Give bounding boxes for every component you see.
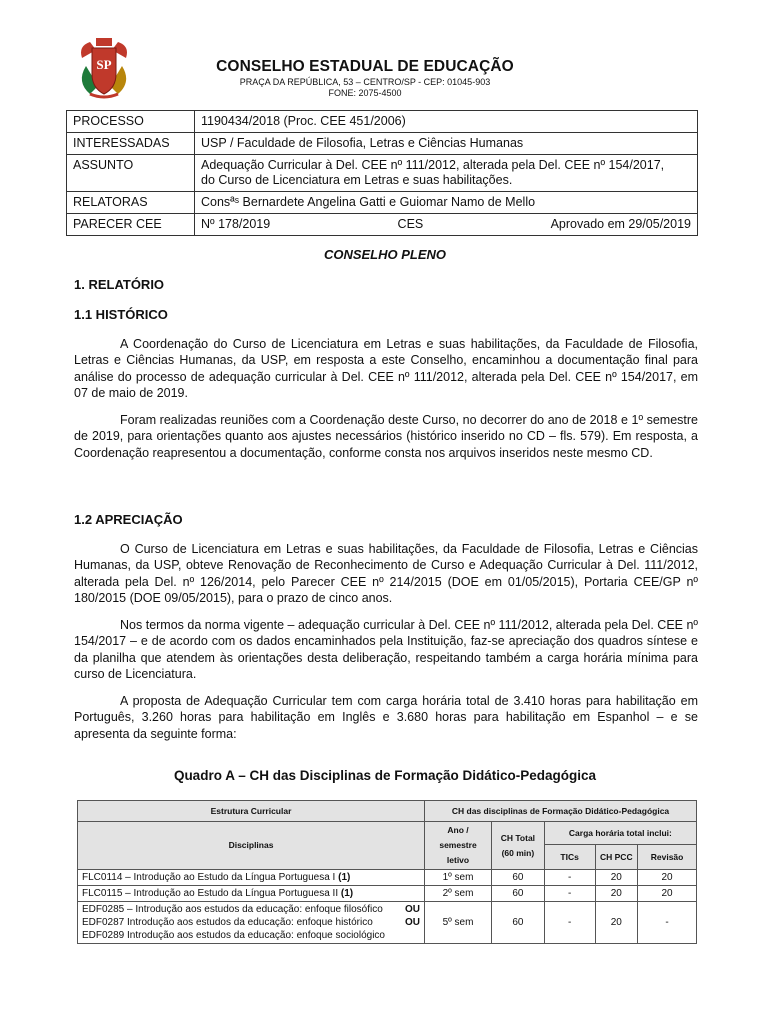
table-row [67, 133, 698, 155]
ch-cell: 60 [492, 902, 545, 944]
pcc-cell: 20 [595, 886, 638, 902]
relatoras-value: Consªˢ Bernardete Angelina Gatti e Guiomar Namo de Mello [195, 192, 698, 214]
relatoras-label: RELATORAS [67, 192, 195, 214]
revisao-cell: - [638, 902, 697, 944]
ch-cell: 60 [492, 886, 545, 902]
ano-cell: 2º sem [425, 886, 492, 902]
assunto-line-1: Adequação Curricular à Del. CEE nº 111/2012, alterada pela Del. CEE nº 154/2017, [201, 158, 665, 172]
pcc-cell: 20 [595, 902, 638, 944]
header-ch-total: CH Total (60 min) [492, 822, 545, 870]
paragraph-3: O Curso de Licenciatura em Letras e suas habilitações, da Faculdade de Filosofia, Letras e Ciências Humanas, da USP, obteve Renovação de Reconhecimento de Curso e Adequação Curricular à Del. 111/2012, alterada pela Del. nº 126/2014, pelo Parecer CEE nº 214/2015 (DOE em 01/05/2015), Portaria CEE/GP nº 180/2015 (DOE 09/05/2015), para o prazo de cinco anos. [74, 542, 698, 606]
parecer-label: PARECER CEE [67, 214, 195, 236]
pcc-cell: 20 [595, 870, 638, 886]
parecer-number: Nº 178/2019 [201, 217, 271, 231]
quadro-a-title: Quadro A – CH das Disciplinas de Formação Didático-Pedagógica [173, 768, 597, 783]
disciplina-cell: EDF0285 – Introdução aos estudos da educação: enfoque filosófico OU EDF0287 Introdução aos estudos da educação: enfoque histórico OU EDF0289 Introdução aos estudos da educação: enfoque sociológico [78, 902, 425, 944]
assunto-value [195, 155, 698, 192]
table-row [67, 111, 698, 133]
revisao-cell: 20 [638, 870, 697, 886]
disciplina-cell: FLC0115 – Introdução ao Estudo da Língua Portuguesa II (1) [78, 886, 425, 902]
section-relatorio: 1. RELATÓRIO [74, 277, 165, 292]
header-ch-disciplinas: CH das disciplinas de Formação Didático-Pedagógica [425, 801, 697, 822]
header-estrutura: Estrutura Curricular [78, 801, 425, 822]
header-disciplinas: Disciplinas [78, 822, 425, 870]
council-phone: FONE: 2075-4500 [328, 88, 402, 98]
state-coat-of-arms-logo [76, 36, 132, 102]
interessadas-value: USP / Faculdade de Filosofia, Letras e Ciências Humanas [195, 133, 698, 155]
tics-cell: - [544, 902, 595, 944]
paragraph-4: Nos termos da norma vigente – adequação curricular à Del. CEE nº 111/2012, alterada pela Del. CEE nº 154/2017 – e de acordo com os dados encaminhados pela Instituição, faz-se apreciação dos quadros síntese e da planilha que atendem às orientações desta deliberação, respeitando também a carga horária mínima para curso de Licenciatura. [74, 618, 698, 682]
council-address: PRAÇA DA REPÚBLICA, 53 – CENTRO/SP - CEP: 01045-903 [239, 77, 491, 87]
table-row [67, 192, 698, 214]
process-info-table [66, 110, 698, 236]
header-ano-semestre: Ano / semestre letivo [425, 822, 492, 870]
ano-cell: 1º sem [425, 870, 492, 886]
table-row [67, 214, 698, 236]
section-apreciacao: 1.2 APRECIAÇÃO [74, 512, 183, 527]
council-title: CONSELHO ESTADUAL DE EDUCAÇÃO [216, 58, 514, 75]
processo-label: PROCESSO [67, 111, 195, 133]
plenary-heading: CONSELHO PLENO [323, 247, 447, 262]
ch-cell: 60 [492, 870, 545, 886]
disciplina-cell: FLC0114 – Introdução ao Estudo da Língua Portuguesa I (1) [78, 870, 425, 886]
processo-value: 1190434/2018 (Proc. CEE 451/2006) [195, 111, 698, 133]
revisao-cell: 20 [638, 886, 697, 902]
paragraph-1: A Coordenação do Curso de Licenciatura em Letras e suas habilitações, da Faculdade de Filosofia, Letras e Ciências Humanas, da USP, em resposta a este Conselho, encaminhou a documentação final para análise do processo de adequação curricular à Del. CEE nº 111/2012, alterada pela Del. CEE nº 154/2017, em 07 de maio de 2019. [74, 337, 698, 401]
header-revisao: Revisão [638, 845, 697, 870]
table-row [78, 886, 697, 902]
svg-text:SP: SP [96, 57, 112, 72]
quadro-a-table [77, 800, 697, 944]
tics-cell: - [544, 870, 595, 886]
table-row [78, 870, 697, 886]
header-carga-inclui: Carga horária total inclui: [544, 822, 696, 845]
table-header-row [78, 822, 697, 845]
parecer-body: CES [397, 217, 424, 231]
table-row [78, 902, 697, 944]
paragraph-2: Foram realizadas reuniões com a Coordenação deste Curso, no decorrer do ano de 2018 e 1º semestre de 2019, para orientações quanto aos ajustes necessários (histórico inserido no CD – fls. 579). Em resposta, a Coordenação reapresentou a documentação, conforme consta nos arquivos inseridos neste mesmo CD. [74, 413, 698, 460]
table-header-row [78, 801, 697, 822]
interessadas-label: INTERESSADAS [67, 133, 195, 155]
paragraph-5: A proposta de Adequação Curricular tem com carga horária total de 3.410 horas para habilitação em Português, 3.260 horas para habilitação em Inglês e 3.680 horas para habilitação em Espanhol – e se apresenta da seguinte forma: [74, 694, 698, 741]
table-row [67, 155, 698, 192]
header-ch-pcc: CH PCC [595, 845, 638, 870]
parecer-value [195, 214, 698, 236]
section-historico: 1.1 HISTÓRICO [74, 307, 168, 322]
assunto-label: ASSUNTO [67, 155, 195, 192]
assunto-line-2: do Curso de Licenciatura em Letras e suas habilitações. [201, 173, 513, 187]
ano-cell: 5º sem [425, 902, 492, 944]
parecer-approved-date: Aprovado em 29/05/2019 [550, 217, 691, 231]
header-tics: TICs [544, 845, 595, 870]
tics-cell: - [544, 886, 595, 902]
